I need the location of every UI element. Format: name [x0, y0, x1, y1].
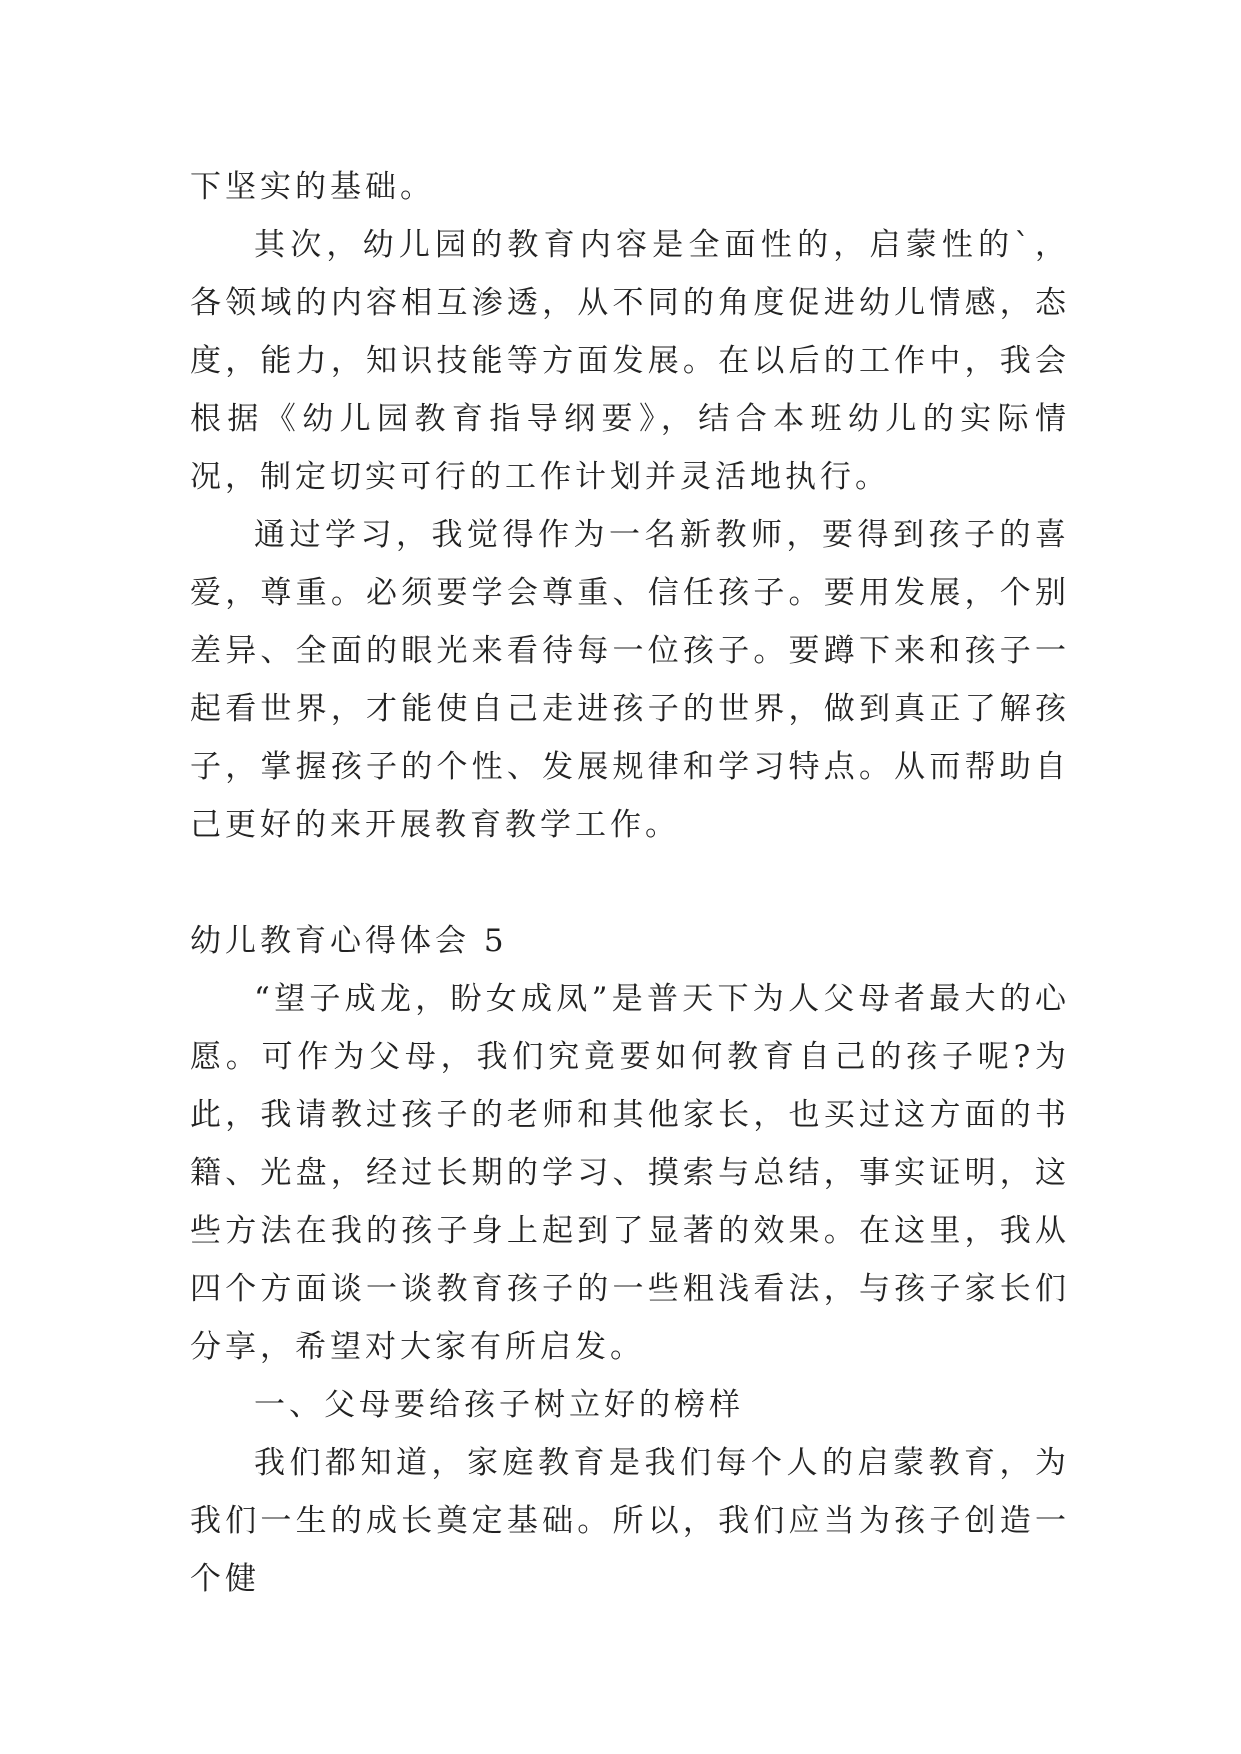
subheading-role-model: 一、父母要给孩子树立好的榜样: [254, 1387, 744, 1423]
paragraph-content-scope: 其次，幼儿园的教育内容是全面性的，启蒙性的`，各领域的内容相互渗透，从不同的角度促进幼儿情感，态度，能力，知识技能等方面发展。在以后的工作中，我会根据《幼儿园教育指导纲要》，结合本班幼儿的实际情况，制定切实可行的工作计划并灵活地执行。: [190, 227, 1070, 495]
paragraph-family-education: 我们都知道，家庭教育是我们每个人的启蒙教育，为我们一生的成长奠定基础。所以，我们应当为孩子创造一个健: [190, 1445, 1070, 1597]
paragraph-parents-wish: “望子成龙，盼女成凤”是普天下为人父母者最大的心愿。可作为父母，我们究竟要如何教育自己的孩子呢?为此，我请教过孩子的老师和其他家长，也买过这方面的书籍、光盘，经过长期的学习、摸索与总结，事实证明，这些方法在我的孩子身上起到了显著的效果。在这里，我从四个方面谈一谈教育孩子的一些粗浅看法，与孩子家长们分享，希望对大家有所启发。: [190, 981, 1070, 1365]
paragraph-new-teacher: 通过学习，我觉得作为一名新教师，要得到孩子的喜爱，尊重。必须要学会尊重、信任孩子。要用发展，个别差异、全面的眼光来看待每一位孩子。要蹲下来和孩子一起看世界，才能使自己走进孩子的世界，做到真正了解孩子，掌握孩子的个性、发展规律和学习特点。从而帮助自己更好的来开展教育教学工作。: [190, 517, 1070, 843]
paragraph-continuation: 下坚实的基础。: [190, 169, 435, 205]
section-title: 幼儿教育心得体会 5: [190, 923, 508, 959]
document-body: [190, 158, 1070, 1608]
